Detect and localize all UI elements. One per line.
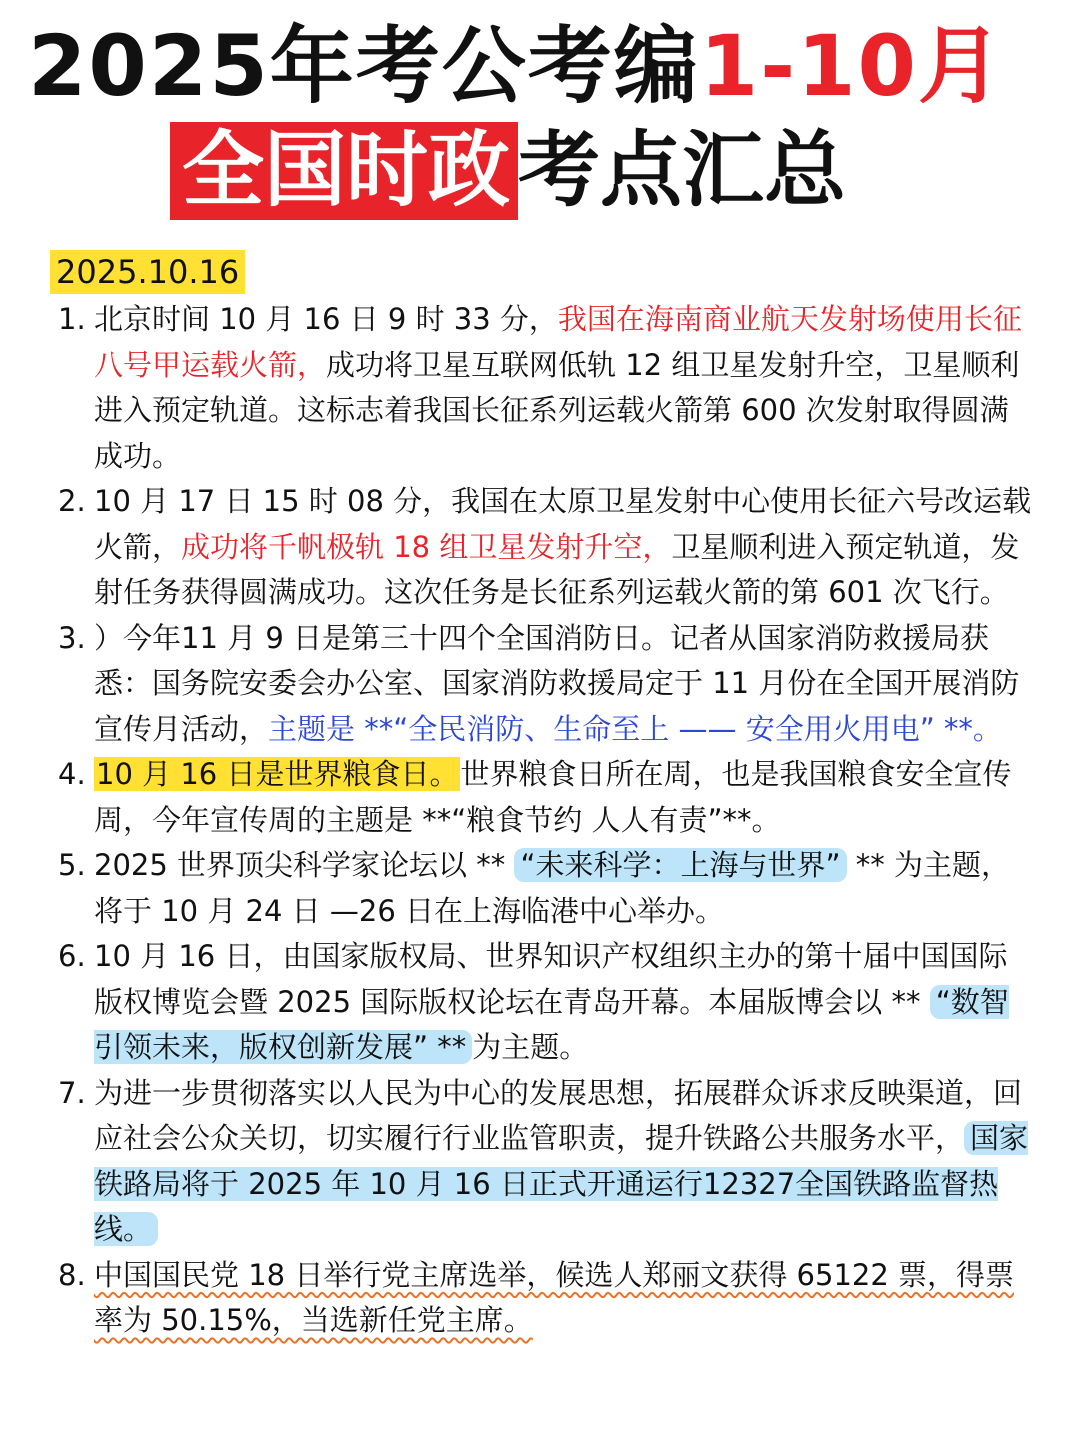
- subtitle-highlight: 全国时政: [170, 122, 518, 220]
- item-highlight-blue: 主题是 **“全民消防、生命至上 —— 安全用火用电” **。: [268, 711, 1002, 746]
- item-text: 成功将卫星互联网低轨 12 组卫星发射升空，卫星顺利进入预定轨道。这标志着我国长征系列运载火箭第 600 次发射取得圆满成功。: [94, 347, 1020, 473]
- page-title: [0, 18, 1032, 114]
- item-number: 4.: [58, 757, 86, 791]
- item-highlight-red: 成功将千帆极轨 18 组卫星发射升空，: [181, 529, 672, 564]
- item-text: ）今年11 月 9 日是第三十四个全国消防日。记者从国家消防救援局获悉：国务院安委会办公室、国家消防救援局定于 11 月份在全国开展消防宣传月活动，: [94, 620, 1020, 746]
- item-text: 卫星顺利进入预定轨道，发射任务获得圆满成功。这次任务是长征系列运载火箭的第 601 次飞行。: [94, 529, 1020, 609]
- title-red-part: 1-10月: [699, 17, 1004, 115]
- item-number: 2.: [58, 484, 86, 518]
- list-item: [58, 479, 1033, 616]
- item-number: 8.: [58, 1257, 86, 1292]
- item-number: 3.: [58, 620, 86, 655]
- subtitle-rest: 考点汇总: [518, 123, 847, 218]
- item-text: 10 月 16 日，由国家版权局、世界知识产权组织主办的第十届中国国际版权博览会暨 2025 国际版权论坛在青岛开幕。本届版博会以 **: [94, 939, 1008, 1019]
- item-highlight-blue-bg: 国家铁路局将于 2025 年 10 月 16 日正式开通运行12327全国铁路监督热线。: [94, 1121, 1029, 1246]
- list-item: [58, 297, 1033, 479]
- list-item: [58, 843, 1033, 934]
- item-highlight-blue-bg: “未来科学：上海与世界”: [514, 848, 846, 882]
- item-text: 2025 世界顶尖科学家论坛以 **: [94, 848, 515, 882]
- item-number: 7.: [58, 1075, 86, 1110]
- item-text: 10 月 17 日 15 时 08 分，我国在太原卫星发射中心使用长征六号改运载火箭，: [94, 484, 1032, 564]
- item-number: 6.: [58, 939, 86, 973]
- list-item: [58, 1071, 1033, 1253]
- page-subtitle: [170, 122, 846, 220]
- item-text: 为主题。: [472, 1030, 589, 1064]
- list-item: [58, 616, 1033, 753]
- list-item: [58, 1253, 1033, 1344]
- item-text: 北京时间 10 月 16 日 9 时 33 分，: [94, 302, 558, 336]
- title-black-part: 2025年考公考编: [27, 17, 700, 115]
- item-highlight-yellow: 10 月 16 日是世界粮食日。: [96, 757, 459, 791]
- item-text: ** 为主题，将于 10 月 24 日 —26 日在上海临港中心举办。: [94, 848, 1010, 928]
- list-item: [58, 934, 1033, 1071]
- date-tag: 2025.10.16: [50, 250, 245, 294]
- item-highlight-red: 我国在海南商业航天发射场使用长征八号甲运载火箭，: [94, 302, 1022, 382]
- item-number: 1.: [58, 302, 86, 336]
- item-wavy-underline: 中国国民党 18 日举行党主席选举，候选人郑丽文获得 65122 票，得票率为 50.15%，当选新任党主席。: [94, 1257, 1015, 1337]
- news-list: [58, 297, 1033, 1344]
- list-item: [58, 752, 1033, 843]
- item-highlight-blue-bg: “数智引领未来，版权创新发展” **: [94, 984, 1009, 1064]
- item-number: 5.: [58, 848, 86, 882]
- item-text: 为进一步贯彻落实以人民为中心的发展思想，拓展群众诉求反映渠道，回应社会公众关切，切实履行行业监管职责，提升铁路公共服务水平，: [94, 1075, 1023, 1155]
- item-text: 世界粮食日所在周，也是我国粮食安全宣传周，今年宣传周的主题是 **“粮食节约 人人有责”**。: [94, 757, 1012, 837]
